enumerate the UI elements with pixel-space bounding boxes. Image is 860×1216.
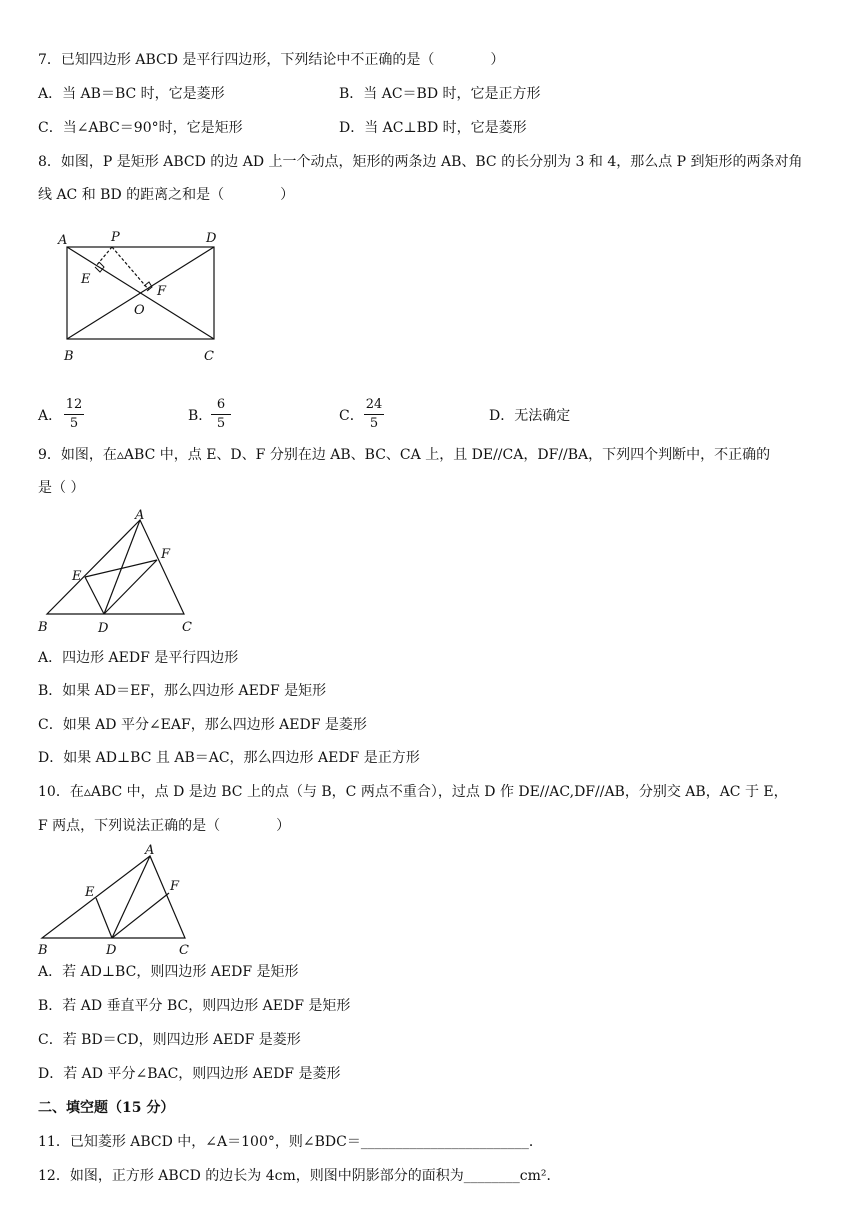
q8-option-a-label: A． [38, 408, 63, 424]
q10-label-d: D [106, 943, 117, 958]
q8-option-b-numerator: 6 [216, 397, 226, 412]
q7-option-d: D．当 AC⊥BD 时，它是菱形 [339, 120, 527, 136]
q10-segment-ad [112, 856, 150, 938]
q10-label-c: C [179, 943, 189, 958]
q9-label-c: C [182, 620, 192, 635]
q9-stem-line2: 是（ ） [38, 480, 85, 496]
q9-label-b: B [38, 620, 48, 635]
q10-label-a: A [145, 843, 155, 858]
q10-option-c: C．若 BD＝CD，则四边形 AEDF 是菱形 [38, 1032, 301, 1048]
q10-segment-ed [96, 898, 112, 938]
q9-label-d: D [98, 621, 109, 636]
q8-stem-line2: 线 AC 和 BD 的距离之和是（ ） [38, 187, 295, 203]
q7-stem: 7．已知四边形 ABCD 是平行四边形，下列结论中不正确的是（ ） [38, 52, 505, 68]
q8-option-d: D．无法确定 [489, 408, 571, 424]
q10-option-a: A．若 AD⊥BC，则四边形 AEDF 是矩形 [38, 964, 299, 980]
q9-option-d: D．如果 AD⊥BC 且 AB＝AC，那么四边形 AEDF 是正方形 [38, 750, 420, 766]
q9-option-b: B．如果 AD＝EF，那么四边形 AEDF 是矩形 [38, 683, 327, 699]
q8-option-b-denominator: 5 [216, 416, 226, 431]
q7-option-a: A．当 AB＝BC 时，它是菱形 [38, 86, 225, 102]
q8-label-e: E [81, 272, 91, 287]
q8-label-c: C [204, 349, 214, 364]
q9-option-a: A．四边形 AEDF 是平行四边形 [38, 650, 239, 666]
q10-stem-line1: 10．在▵ABC 中，点 D 是边 BC 上的点（与 B，C 两点不重合），过点 D 作 DE//AC,DF//AB，分别交 AB，AC 于 E， [38, 784, 788, 800]
q8-option-c-numerator: 24 [365, 397, 383, 412]
q10-label-f: F [170, 879, 180, 894]
q10-option-b: B．若 AD 垂直平分 BC，则四边形 AEDF 是矩形 [38, 998, 351, 1014]
q9-label-e: E [72, 569, 82, 584]
q8-label-b: B [64, 349, 74, 364]
q8-label-d: D [206, 231, 217, 246]
q8-option-b-label: B． [188, 408, 213, 424]
q8-label-f: F [157, 284, 167, 299]
q10-label-b: B [38, 943, 48, 958]
q10-label-e: E [85, 885, 95, 900]
q9-stem-line1: 9．如图，在▵ABC 中，点 E、D、F 分别在边 AB、BC、CA 上，且 DE//CA，DF//BA，下列四个判断中，不正确的 [38, 447, 771, 463]
q10-stem-line2: F 两点，下列说法正确的是（ ） [38, 818, 291, 834]
q8-option-c-denominator: 5 [369, 416, 379, 431]
q9-label-a: A [135, 508, 145, 523]
q8-option-a-numerator: 12 [65, 397, 83, 412]
q8-option-a-denominator: 5 [69, 416, 79, 431]
q8-label-p: P [111, 230, 120, 245]
q12-text: 12．如图，正方形 ABCD 的边长为 4cm，则图中阴影部分的面积为________cm²． [38, 1168, 561, 1184]
q7-option-b: B．当 AC＝BD 时，它是正方形 [339, 86, 541, 102]
q9-label-f: F [161, 547, 171, 562]
q8-option-c-label: C． [339, 408, 364, 424]
q8-stem-line1: 8．如图，P 是矩形 ABCD 的边 AD 上一个动点，矩形的两条边 AB、BC 的长分别为 3 和 4，那么点 P 到矩形的两条对角 [38, 154, 803, 170]
q8-label-o: O [134, 303, 145, 318]
q8-label-a: A [58, 233, 68, 248]
q9-option-c: C．如果 AD 平分∠EAF，那么四边形 AEDF 是菱形 [38, 717, 367, 733]
section-2-heading: 二、填空题（15 分） [38, 1100, 175, 1116]
q11-text: 11．已知菱形 ABCD 中，∠A＝100°，则∠BDC＝________________________． [38, 1134, 543, 1150]
q7-option-c: C．当∠ABC＝90°时，它是矩形 [38, 120, 243, 136]
q10-segment-df [112, 893, 169, 938]
q10-option-d: D．若 AD 平分∠BAC，则四边形 AEDF 是菱形 [38, 1066, 341, 1082]
